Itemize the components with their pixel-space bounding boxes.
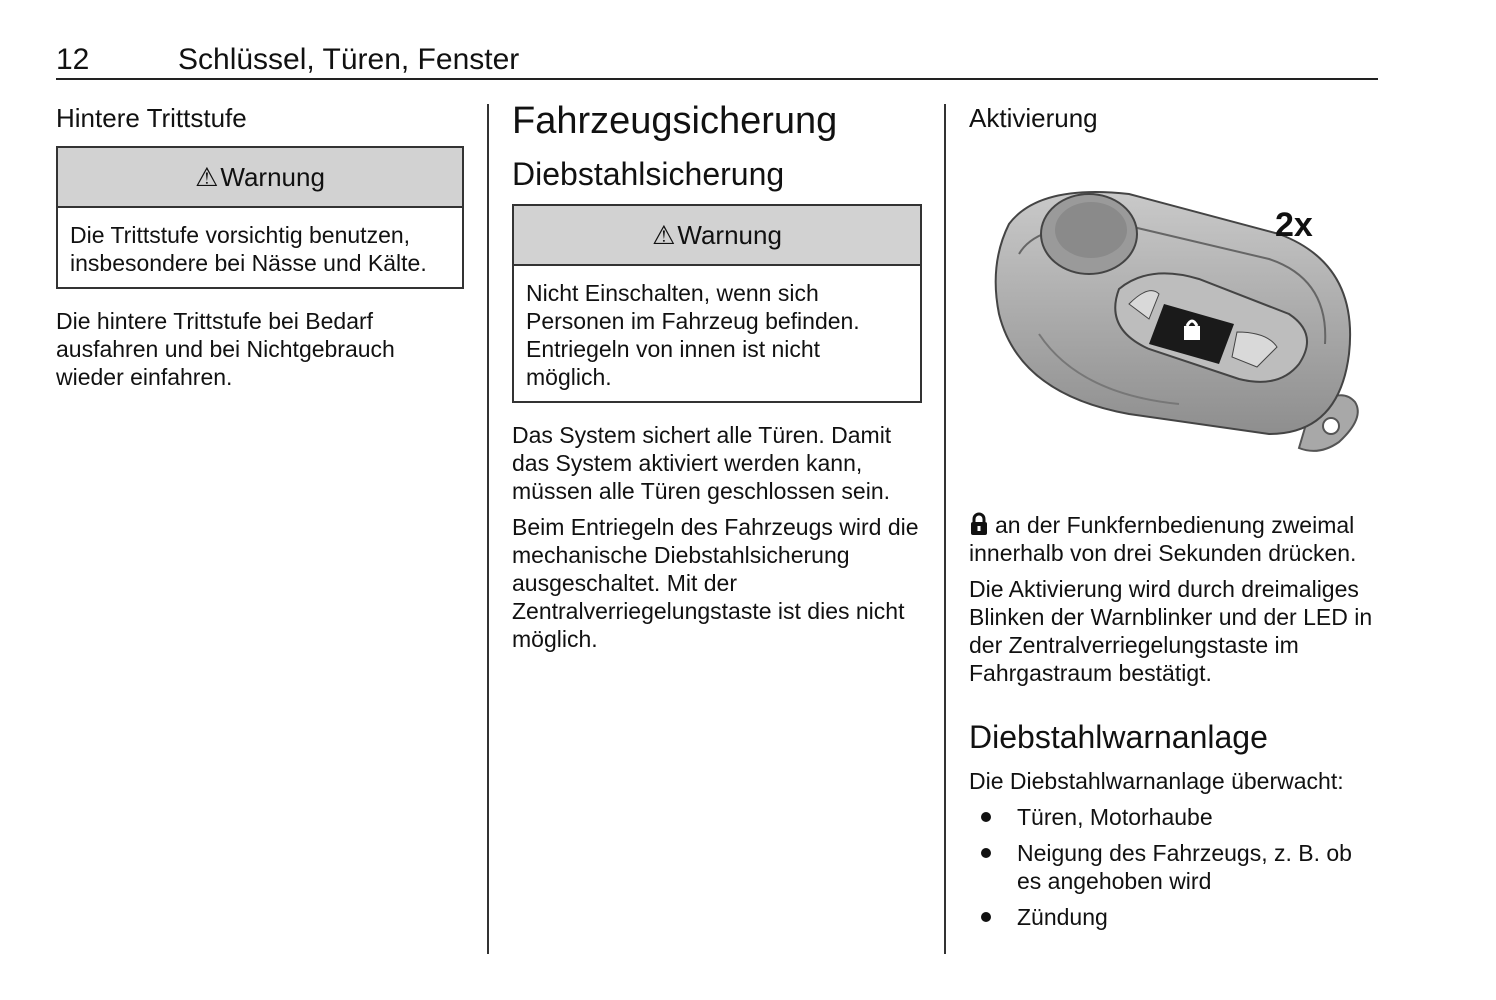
- section-heading: Hintere Trittstufe: [56, 103, 247, 133]
- section-heading: Aktivierung: [969, 103, 1098, 133]
- bullet-icon: [981, 912, 991, 922]
- list-item: Türen, Motorhaube: [969, 803, 1379, 831]
- warning-title: Warnung: [677, 219, 782, 250]
- column-middle: [512, 98, 922, 661]
- list-item: Zündung: [969, 903, 1379, 931]
- warning-header: [58, 148, 462, 208]
- warning-text: Nicht Einschalten, wenn sich Personen im Fahrzeug befinden. Entriegeln von innen ist nicht möglich.: [526, 280, 860, 390]
- bullet-icon: [981, 848, 991, 858]
- body-paragraph: [969, 511, 1379, 567]
- warning-triangle-icon: ⚠: [195, 161, 219, 192]
- section-heading: Diebstahlsicherung: [512, 156, 785, 192]
- warning-title: Warnung: [220, 161, 325, 192]
- body-paragraph: Die Diebstahlwarnanlage überwacht:: [969, 768, 1344, 794]
- key-fob-icon: [979, 164, 1375, 484]
- body-paragraph: Beim Entriegeln des Fahrzeugs wird die mechanische Diebstahlsicherung ausgeschaltet. Mit der Zentralverriegelungstaste ist dies nicht möglich.: [512, 514, 919, 652]
- column-divider: [487, 104, 489, 954]
- body-paragraph: Das System sichert alle Türen. Damit das System aktiviert werden kann, müssen alle Türen geschlossen sein.: [512, 422, 892, 504]
- warning-triangle-icon: ⚠: [652, 219, 676, 250]
- bullet-list: [969, 803, 1379, 931]
- warning-box: [56, 146, 464, 289]
- column-right: [969, 98, 1379, 939]
- body-paragraph: Die hintere Trittstufe bei Bedarf ausfahren und bei Nichtgebrauch wieder einfahren.: [56, 308, 395, 390]
- page-title: Fahrzeugsicherung: [512, 100, 838, 142]
- list-item: Neigung des Fahrzeugs, z. B. ob es angehoben wird: [969, 839, 1379, 895]
- page-header: [56, 42, 1378, 80]
- page-number: 12: [56, 43, 90, 76]
- warning-text: Die Trittstufe vorsichtig benutzen, insbesondere bei Nässe und Kälte.: [70, 222, 427, 276]
- column-divider: [944, 104, 946, 954]
- figure-label: 2x: [1275, 206, 1313, 244]
- section-heading: Diebstahlwarnanlage: [969, 719, 1268, 755]
- column-left: [56, 98, 464, 399]
- chapter-title: Schlüssel, Türen, Fenster: [178, 43, 520, 76]
- warning-header: [514, 206, 920, 266]
- lock-icon: [969, 512, 989, 536]
- warning-box: [512, 204, 922, 403]
- bullet-icon: [981, 812, 991, 822]
- body-paragraph: Die Aktivierung wird durch dreimaliges Blinken der Warnblinker und der LED in der Zentralverriegelungstaste im Fahrgastraum bestätigt.: [969, 576, 1373, 686]
- lock-instruction: an der Funkfernbedienung zweimal innerhalb von drei Sekunden drücken.: [969, 512, 1357, 566]
